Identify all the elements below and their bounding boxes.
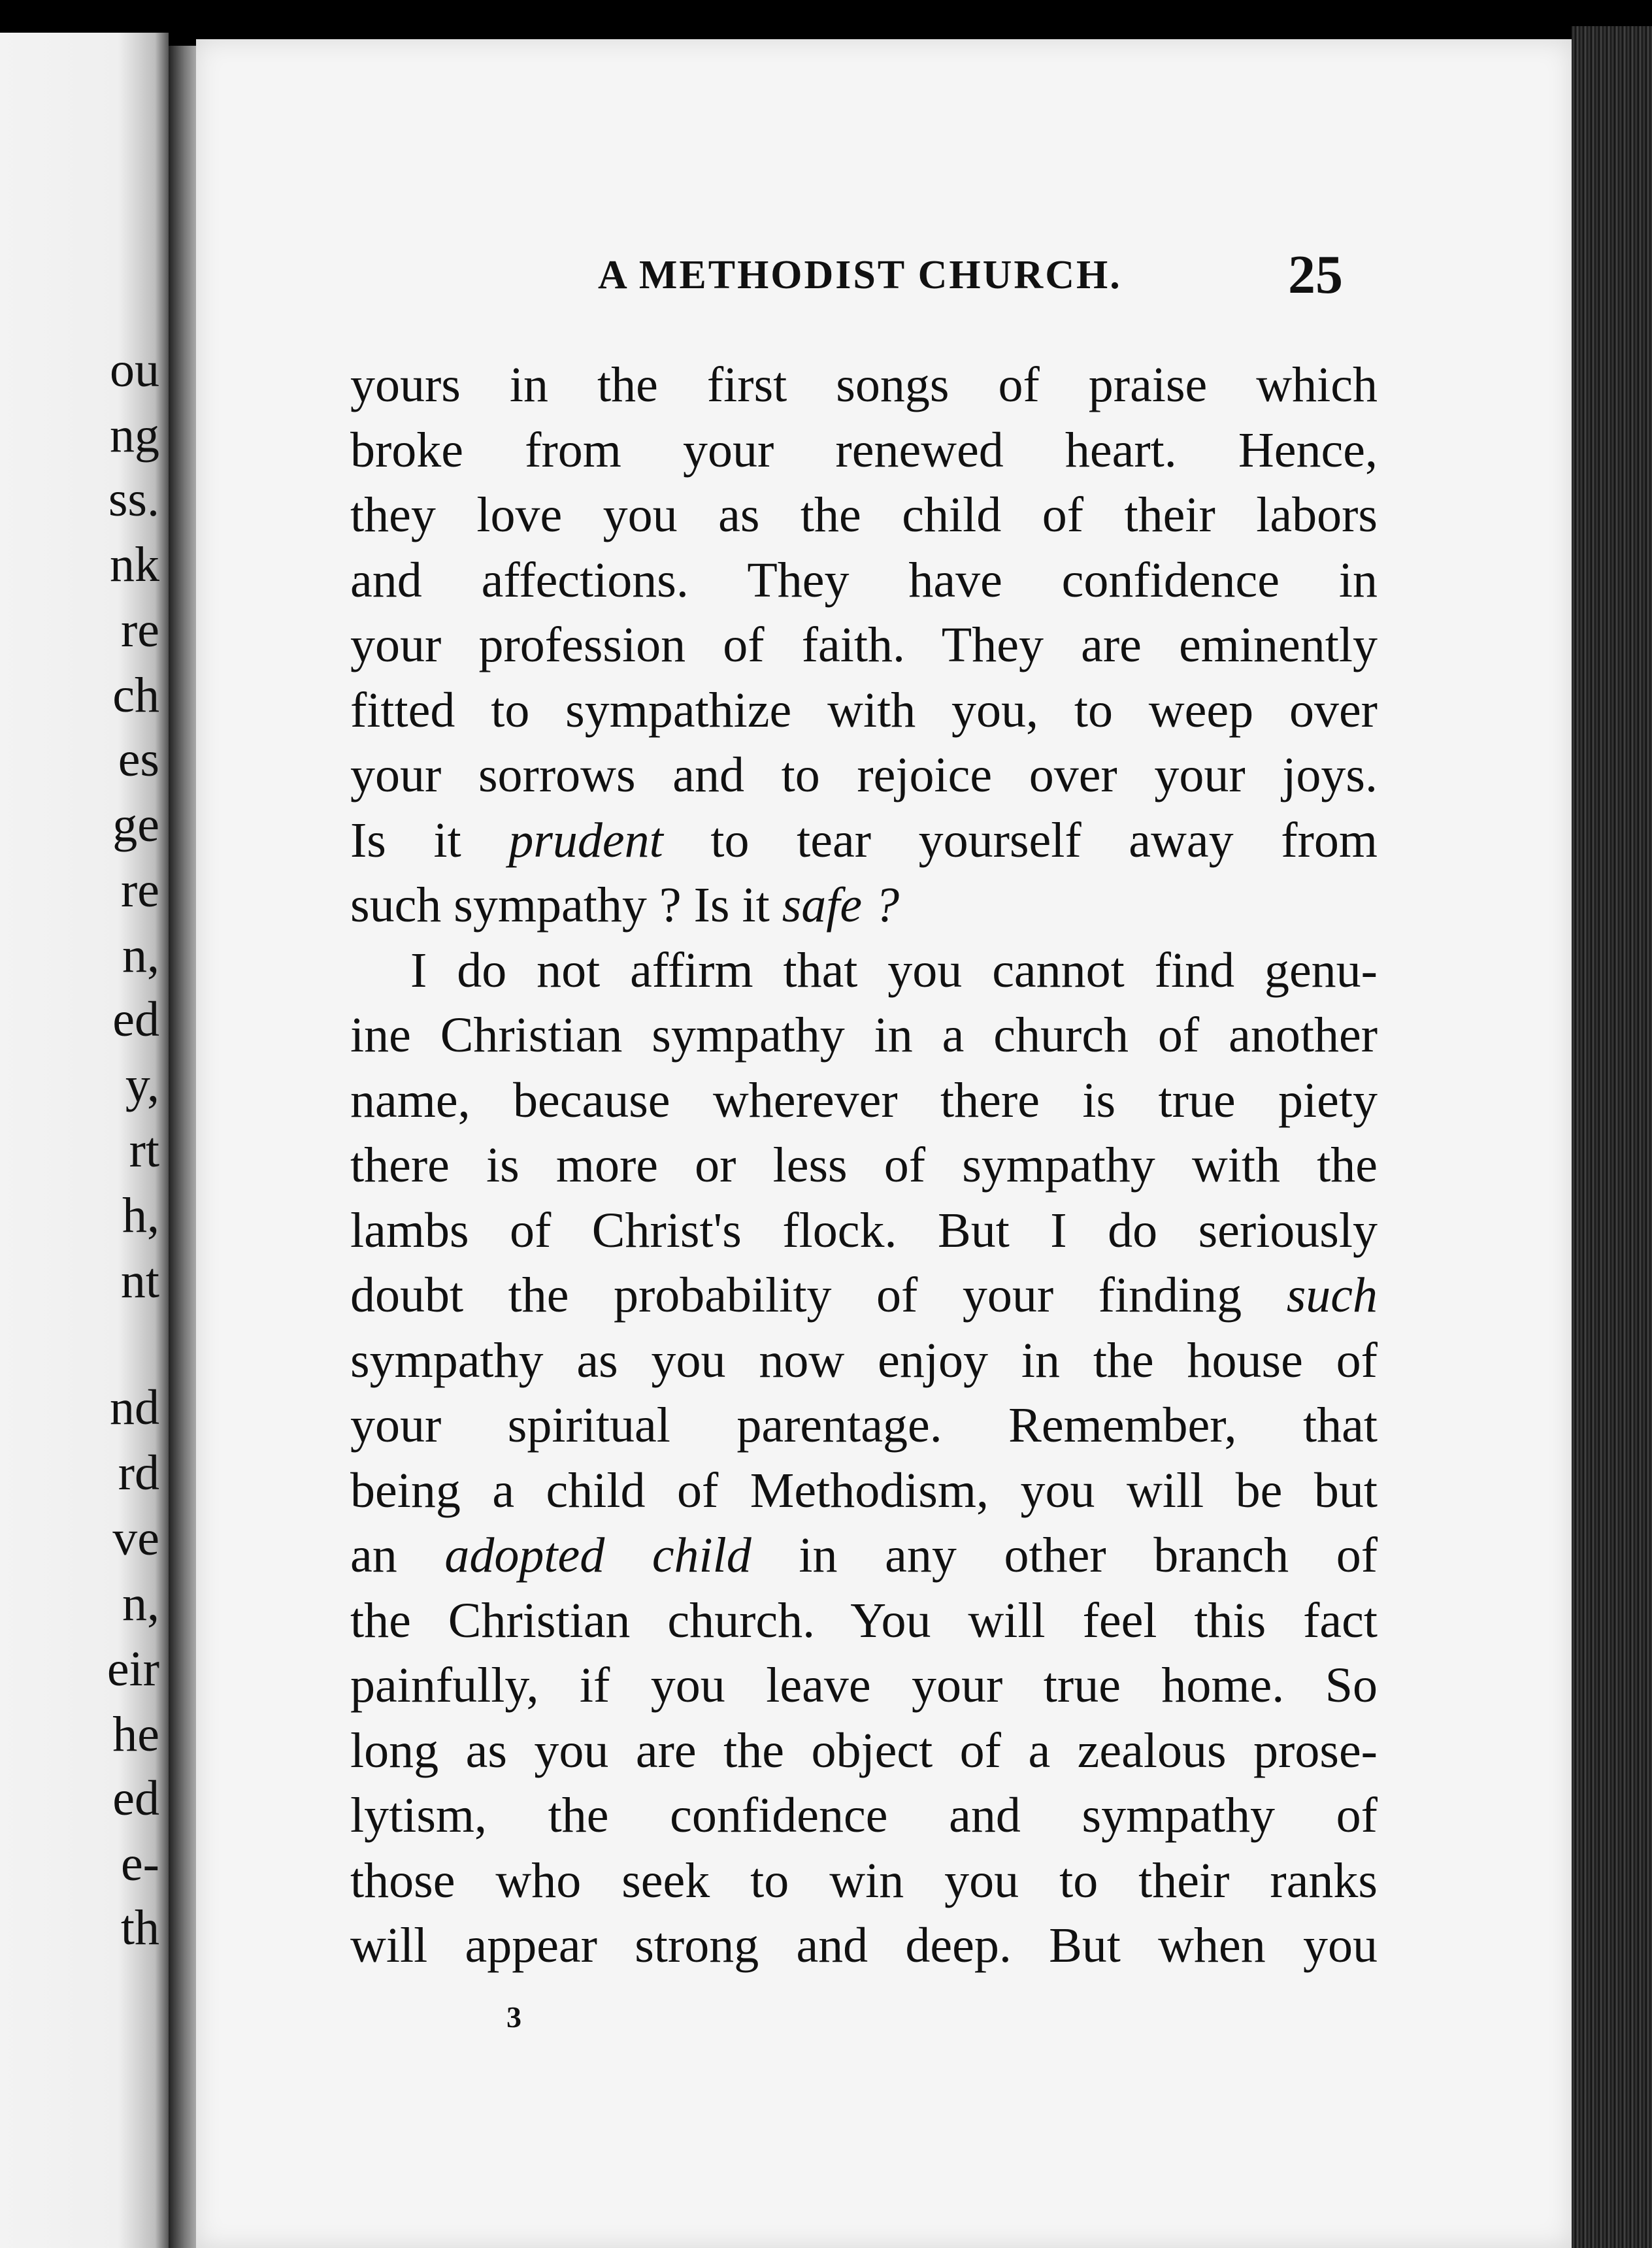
text-line: broke from your renewed heart. Hence, xyxy=(350,422,1378,478)
left-page-fragment: th xyxy=(120,1900,159,1955)
left-page-fragment: ve xyxy=(112,1511,159,1566)
text-line: name, because wherever there is true piety xyxy=(350,1072,1378,1128)
text-segment: doubt the probability of your finding xyxy=(350,1268,1242,1323)
text-line: your spiritual parentage. Remember, that xyxy=(350,1398,1378,1453)
left-page-fragment: ch xyxy=(112,668,159,723)
left-page-fragment: ss. xyxy=(108,472,159,527)
left-page-fragment: ng xyxy=(110,408,159,463)
left-page-fragment: nd xyxy=(110,1380,159,1435)
text-line: long as you are the object of a zealous prose- xyxy=(350,1723,1378,1778)
page-header xyxy=(598,243,1343,305)
left-page-fragment: re xyxy=(120,863,159,917)
running-head: A METHODIST CHURCH. xyxy=(598,253,1122,297)
left-page-fragment: ge xyxy=(112,797,159,852)
text-line xyxy=(350,1263,1378,1329)
signature-mark: 3 xyxy=(506,2000,521,2034)
text-line: lambs of Christ's flock. But I do seriously xyxy=(350,1202,1378,1258)
left-page-fragment: nt xyxy=(120,1253,159,1308)
left-page-fragment: ed xyxy=(112,992,159,1047)
text-line: and affections. They have confidence in xyxy=(350,552,1378,608)
left-facing-page xyxy=(0,33,169,2248)
text-line: sympathy as you now enjoy in the house of xyxy=(350,1332,1378,1388)
left-page-fragment: ou xyxy=(110,342,159,397)
italic-such: such xyxy=(1286,1268,1378,1323)
text-line xyxy=(350,808,1378,874)
left-page-fragment: ed xyxy=(112,1771,159,1826)
page-fore-edge xyxy=(1572,26,1652,2248)
left-page-fragment: rd xyxy=(118,1446,159,1500)
text-segment: Is it xyxy=(350,812,461,868)
body-text xyxy=(350,353,1378,1979)
paragraph-start-line: I do not affirm that you cannot find genu- xyxy=(410,942,1378,998)
text-line: yours in the first songs of praise which xyxy=(350,357,1378,412)
text-line: lytism, the confidence and sympathy of xyxy=(350,1788,1378,1843)
text-segment: such sympathy ? Is it xyxy=(350,878,770,933)
left-page-fragment: y, xyxy=(125,1057,159,1112)
left-page-fragment: re xyxy=(120,603,159,657)
text-line: they love you as the child of their labors xyxy=(350,488,1378,542)
left-page-fragment: n, xyxy=(122,1576,159,1631)
text-line: your sorrows and to rejoice over your joys. xyxy=(350,748,1378,802)
italic-safe: safe ? xyxy=(782,878,900,933)
left-page-fragment: h, xyxy=(122,1188,159,1243)
text-line xyxy=(350,873,1378,938)
left-page-fragment: he xyxy=(112,1707,159,1762)
text-line: the Christian church. You will feel this fact xyxy=(350,1593,1378,1648)
left-page-fragment: nk xyxy=(110,537,159,592)
text-line: those who seek to win you to their ranks xyxy=(350,1853,1378,1908)
left-page-fragment: es xyxy=(118,732,159,787)
text-line: there is more or less of sympathy with the xyxy=(350,1138,1378,1193)
text-line: being a child of Methodism, you will be but xyxy=(350,1463,1378,1518)
text-line: your profession of faith. They are eminently xyxy=(350,618,1378,672)
left-page-fragment: rt xyxy=(129,1123,159,1178)
text-line: painfully, if you leave your true home. So xyxy=(350,1658,1378,1713)
italic-adopted-child: adopted child xyxy=(444,1528,752,1583)
left-page-fragment: n, xyxy=(122,928,159,983)
text-line: ine Christian sympathy in a church of another xyxy=(350,1008,1378,1063)
text-line: will appear strong and deep. But when you xyxy=(350,1918,1378,1973)
page-number: 25 xyxy=(1288,244,1343,305)
left-page-fragment: e- xyxy=(120,1836,159,1891)
text-segment: an xyxy=(350,1528,397,1583)
text-segment: to tear yourself away from xyxy=(710,812,1378,868)
text-line: fitted to sympathize with you, to weep over xyxy=(350,682,1378,738)
text-segment: in any other branch of xyxy=(799,1528,1378,1583)
left-page-fragment: eir xyxy=(107,1642,159,1696)
italic-prudent: prudent xyxy=(508,812,663,868)
text-line xyxy=(350,1523,1378,1589)
